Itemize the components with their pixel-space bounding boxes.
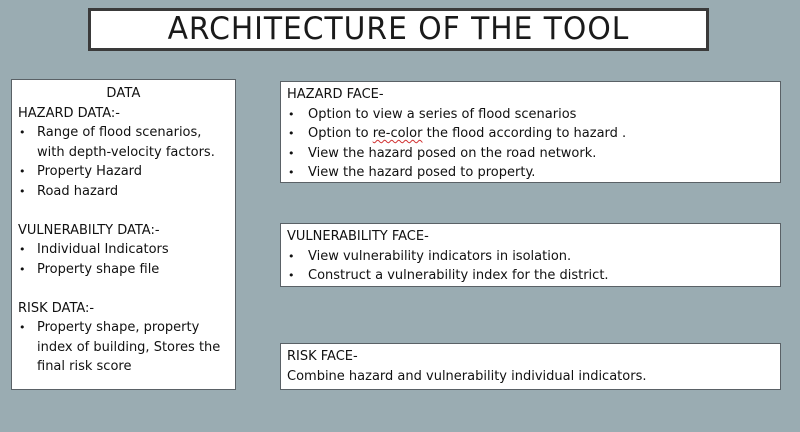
list-item: • View the hazard posed on the road network. bbox=[287, 144, 774, 164]
list-item: • Individual Indicators bbox=[18, 240, 229, 260]
list-item bbox=[287, 124, 774, 144]
diagram-title: ARCHITECTURE OF THE TOOL bbox=[167, 11, 630, 47]
data-panel-heading: DATA bbox=[106, 86, 141, 101]
spacer bbox=[18, 279, 229, 299]
risk-data-list bbox=[18, 318, 229, 377]
spellcheck-flagged-word: re-color bbox=[372, 126, 423, 141]
vulnerability-face-box bbox=[280, 223, 781, 287]
hazard-face-box bbox=[280, 81, 781, 183]
item-text-prefix: Option to bbox=[308, 126, 373, 141]
title-box bbox=[88, 8, 709, 51]
list-item: • Property Hazard bbox=[18, 162, 229, 182]
spacer bbox=[18, 201, 229, 221]
hazard-data-heading: HAZARD DATA:- bbox=[18, 105, 120, 121]
vulnerability-face-list bbox=[287, 247, 774, 286]
list-item: • Construct a vulnerability index for the district. bbox=[287, 266, 774, 286]
list-item: • Range of flood scenarios, with depth-velocity factors. bbox=[18, 123, 229, 162]
risk-data-heading: RISK DATA:- bbox=[18, 300, 95, 316]
list-item: • Road hazard bbox=[18, 182, 229, 202]
list-item: • Property shape file bbox=[18, 260, 229, 280]
item-text-suffix: the flood according to hazard . bbox=[422, 126, 627, 141]
risk-face-box bbox=[280, 343, 781, 390]
risk-face-heading: RISK FACE- bbox=[287, 349, 358, 364]
vulnerability-face-heading: VULNERABILITY FACE- bbox=[287, 229, 429, 244]
list-item: • View the hazard posed to property. bbox=[287, 163, 774, 183]
vulnerability-data-list bbox=[18, 240, 229, 279]
data-panel bbox=[11, 79, 236, 390]
hazard-data-list bbox=[18, 123, 229, 201]
hazard-face-list bbox=[287, 105, 774, 183]
hazard-face-heading: HAZARD FACE- bbox=[287, 87, 384, 102]
vulnerability-data-heading: VULNERABILTY DATA:- bbox=[18, 222, 160, 238]
list-item: • Option to view a series of flood scenarios bbox=[287, 105, 774, 125]
risk-face-description: Combine hazard and vulnerability individual indicators. bbox=[287, 368, 647, 384]
list-item: • Property shape, property index of building, Stores the final risk score bbox=[18, 318, 229, 377]
list-item: • View vulnerability indicators in isolation. bbox=[287, 247, 774, 267]
